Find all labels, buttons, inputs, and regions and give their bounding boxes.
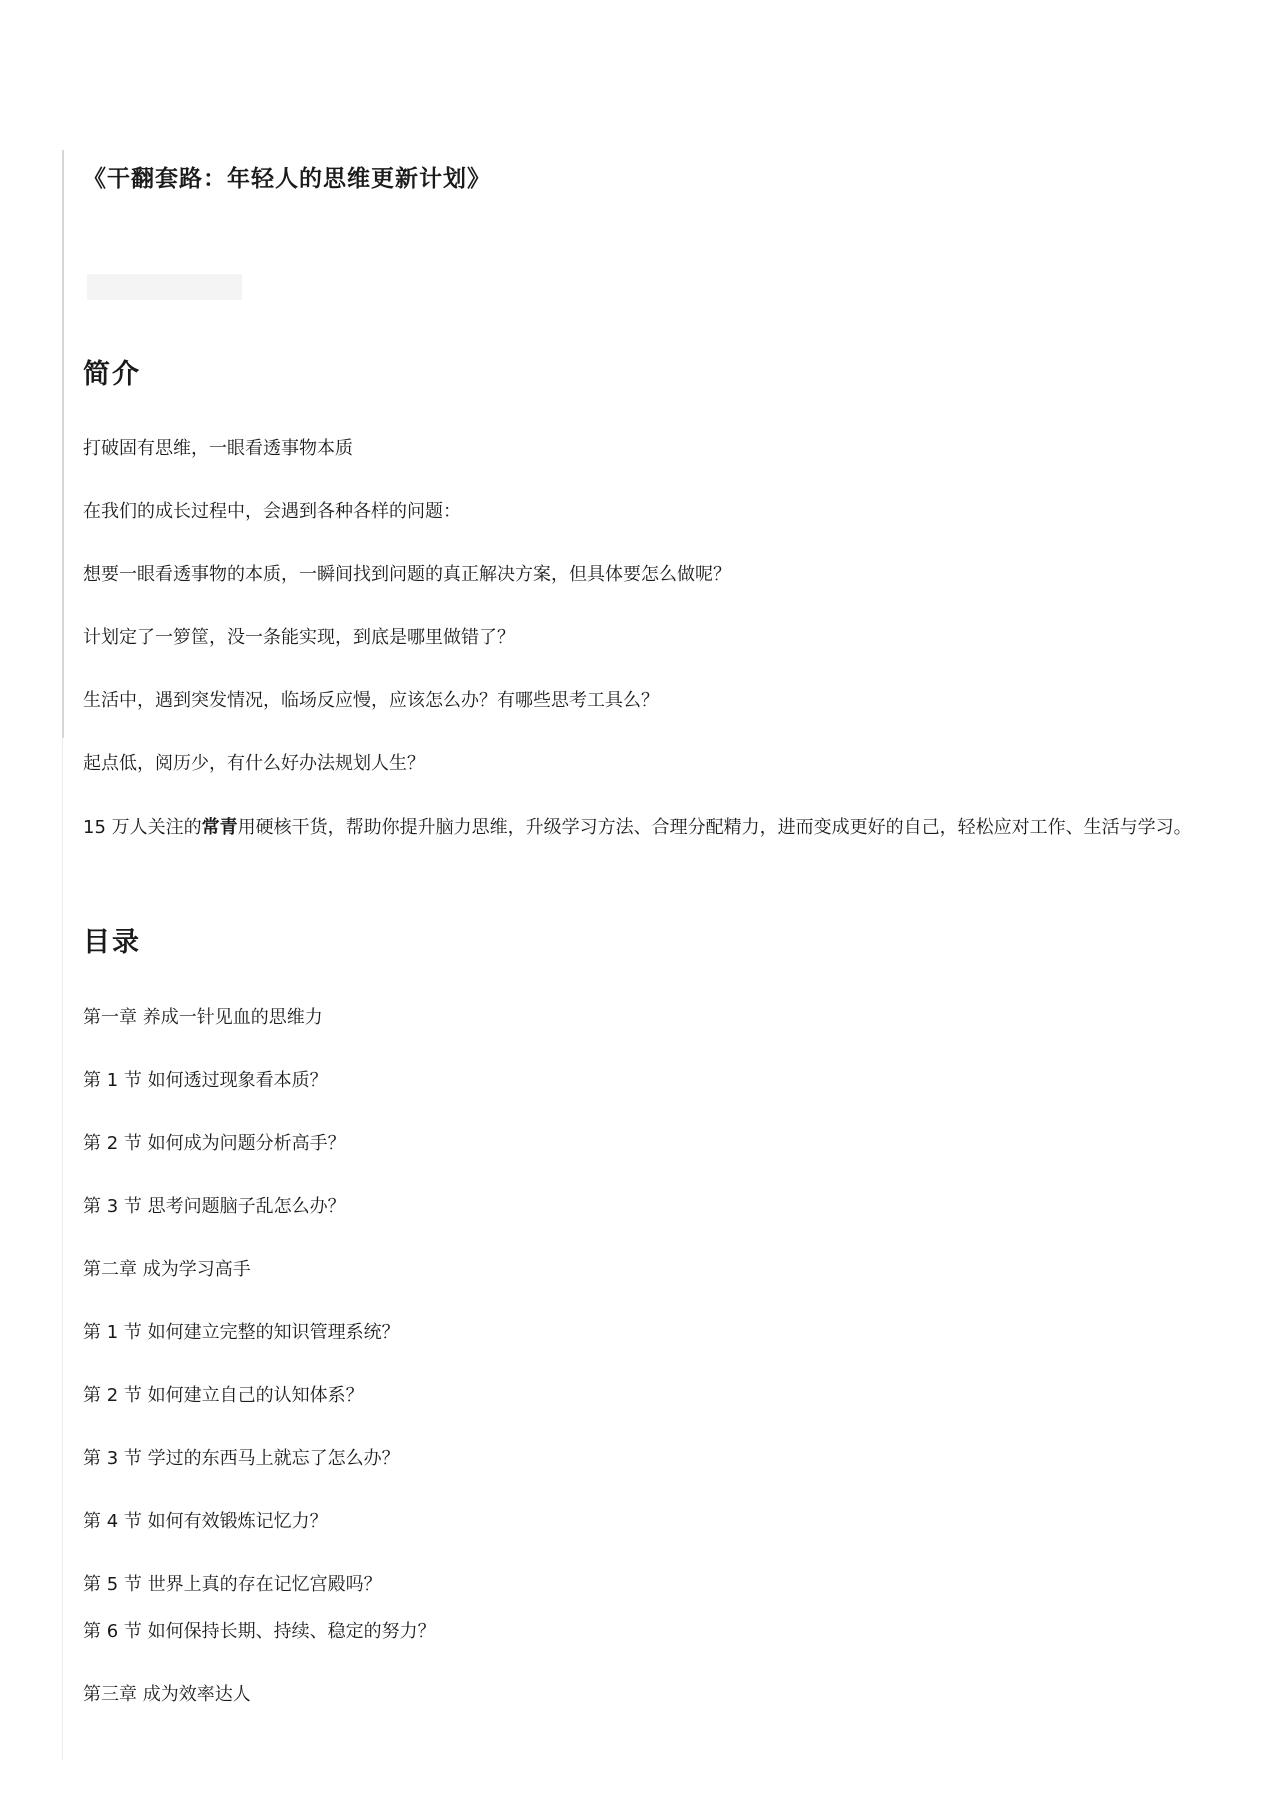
- toc-section: 第 6 节 如何保持长期、持续、稳定的努力？: [83, 1621, 436, 1642]
- intro-closing-paragraph: [83, 813, 1203, 843]
- intro-heading: 简介: [83, 359, 141, 390]
- toc-section: 第 2 节 如何成为问题分析高手？: [83, 1133, 346, 1154]
- toc-section: 第 1 节 如何建立完整的知识管理系统？: [83, 1322, 400, 1343]
- placeholder-image: [87, 274, 242, 300]
- toc-section: 第 2 节 如何建立自己的认知体系？: [83, 1385, 364, 1406]
- left-margin-rule: [62, 150, 64, 738]
- closing-prefix: 15 万人关注的: [83, 817, 202, 838]
- toc-section: 第 1 节 如何透过现象看本质？: [83, 1070, 328, 1091]
- toc-chapter: 第一章 养成一针见血的思维力: [83, 1007, 323, 1028]
- toc-chapter: 第三章 成为效率达人: [83, 1684, 251, 1705]
- left-margin-rule-faint: [62, 738, 63, 1760]
- intro-paragraph: 起点低，阅历少，有什么好办法规划人生？: [83, 753, 425, 774]
- toc-section: 第 5 节 世界上真的存在记忆宫殿吗？: [83, 1574, 382, 1595]
- book-title: 《干翻套路：年轻人的思维更新计划》: [83, 166, 491, 192]
- intro-paragraph: 生活中，遇到突发情况，临场反应慢，应该怎么办？有哪些思考工具么？: [83, 690, 659, 711]
- intro-paragraph: 计划定了一箩筐，没一条能实现，到底是哪里做错了？: [83, 627, 515, 648]
- closing-emphasis: 常青: [201, 817, 238, 838]
- toc-chapter: 第二章 成为学习高手: [83, 1259, 251, 1280]
- toc-section: 第 3 节 思考问题脑子乱怎么办？: [83, 1196, 346, 1217]
- toc-section: 第 3 节 学过的东西马上就忘了怎么办？: [83, 1448, 400, 1469]
- toc-heading: 目录: [83, 927, 141, 958]
- intro-paragraph: 想要一眼看透事物的本质，一瞬间找到问题的真正解决方案，但具体要怎么做呢？: [83, 564, 731, 585]
- toc-section: 第 4 节 如何有效锻炼记忆力？: [83, 1511, 328, 1532]
- intro-paragraph: 在我们的成长过程中，会遇到各种各样的问题：: [83, 501, 461, 522]
- intro-paragraph: 打破固有思维，一眼看透事物本质: [83, 438, 353, 459]
- closing-suffix: 用硬核干货，帮助你提升脑力思维，升级学习方法、合理分配精力，进而变成更好的自己，轻松应对工作、生活与学习。: [237, 817, 1192, 838]
